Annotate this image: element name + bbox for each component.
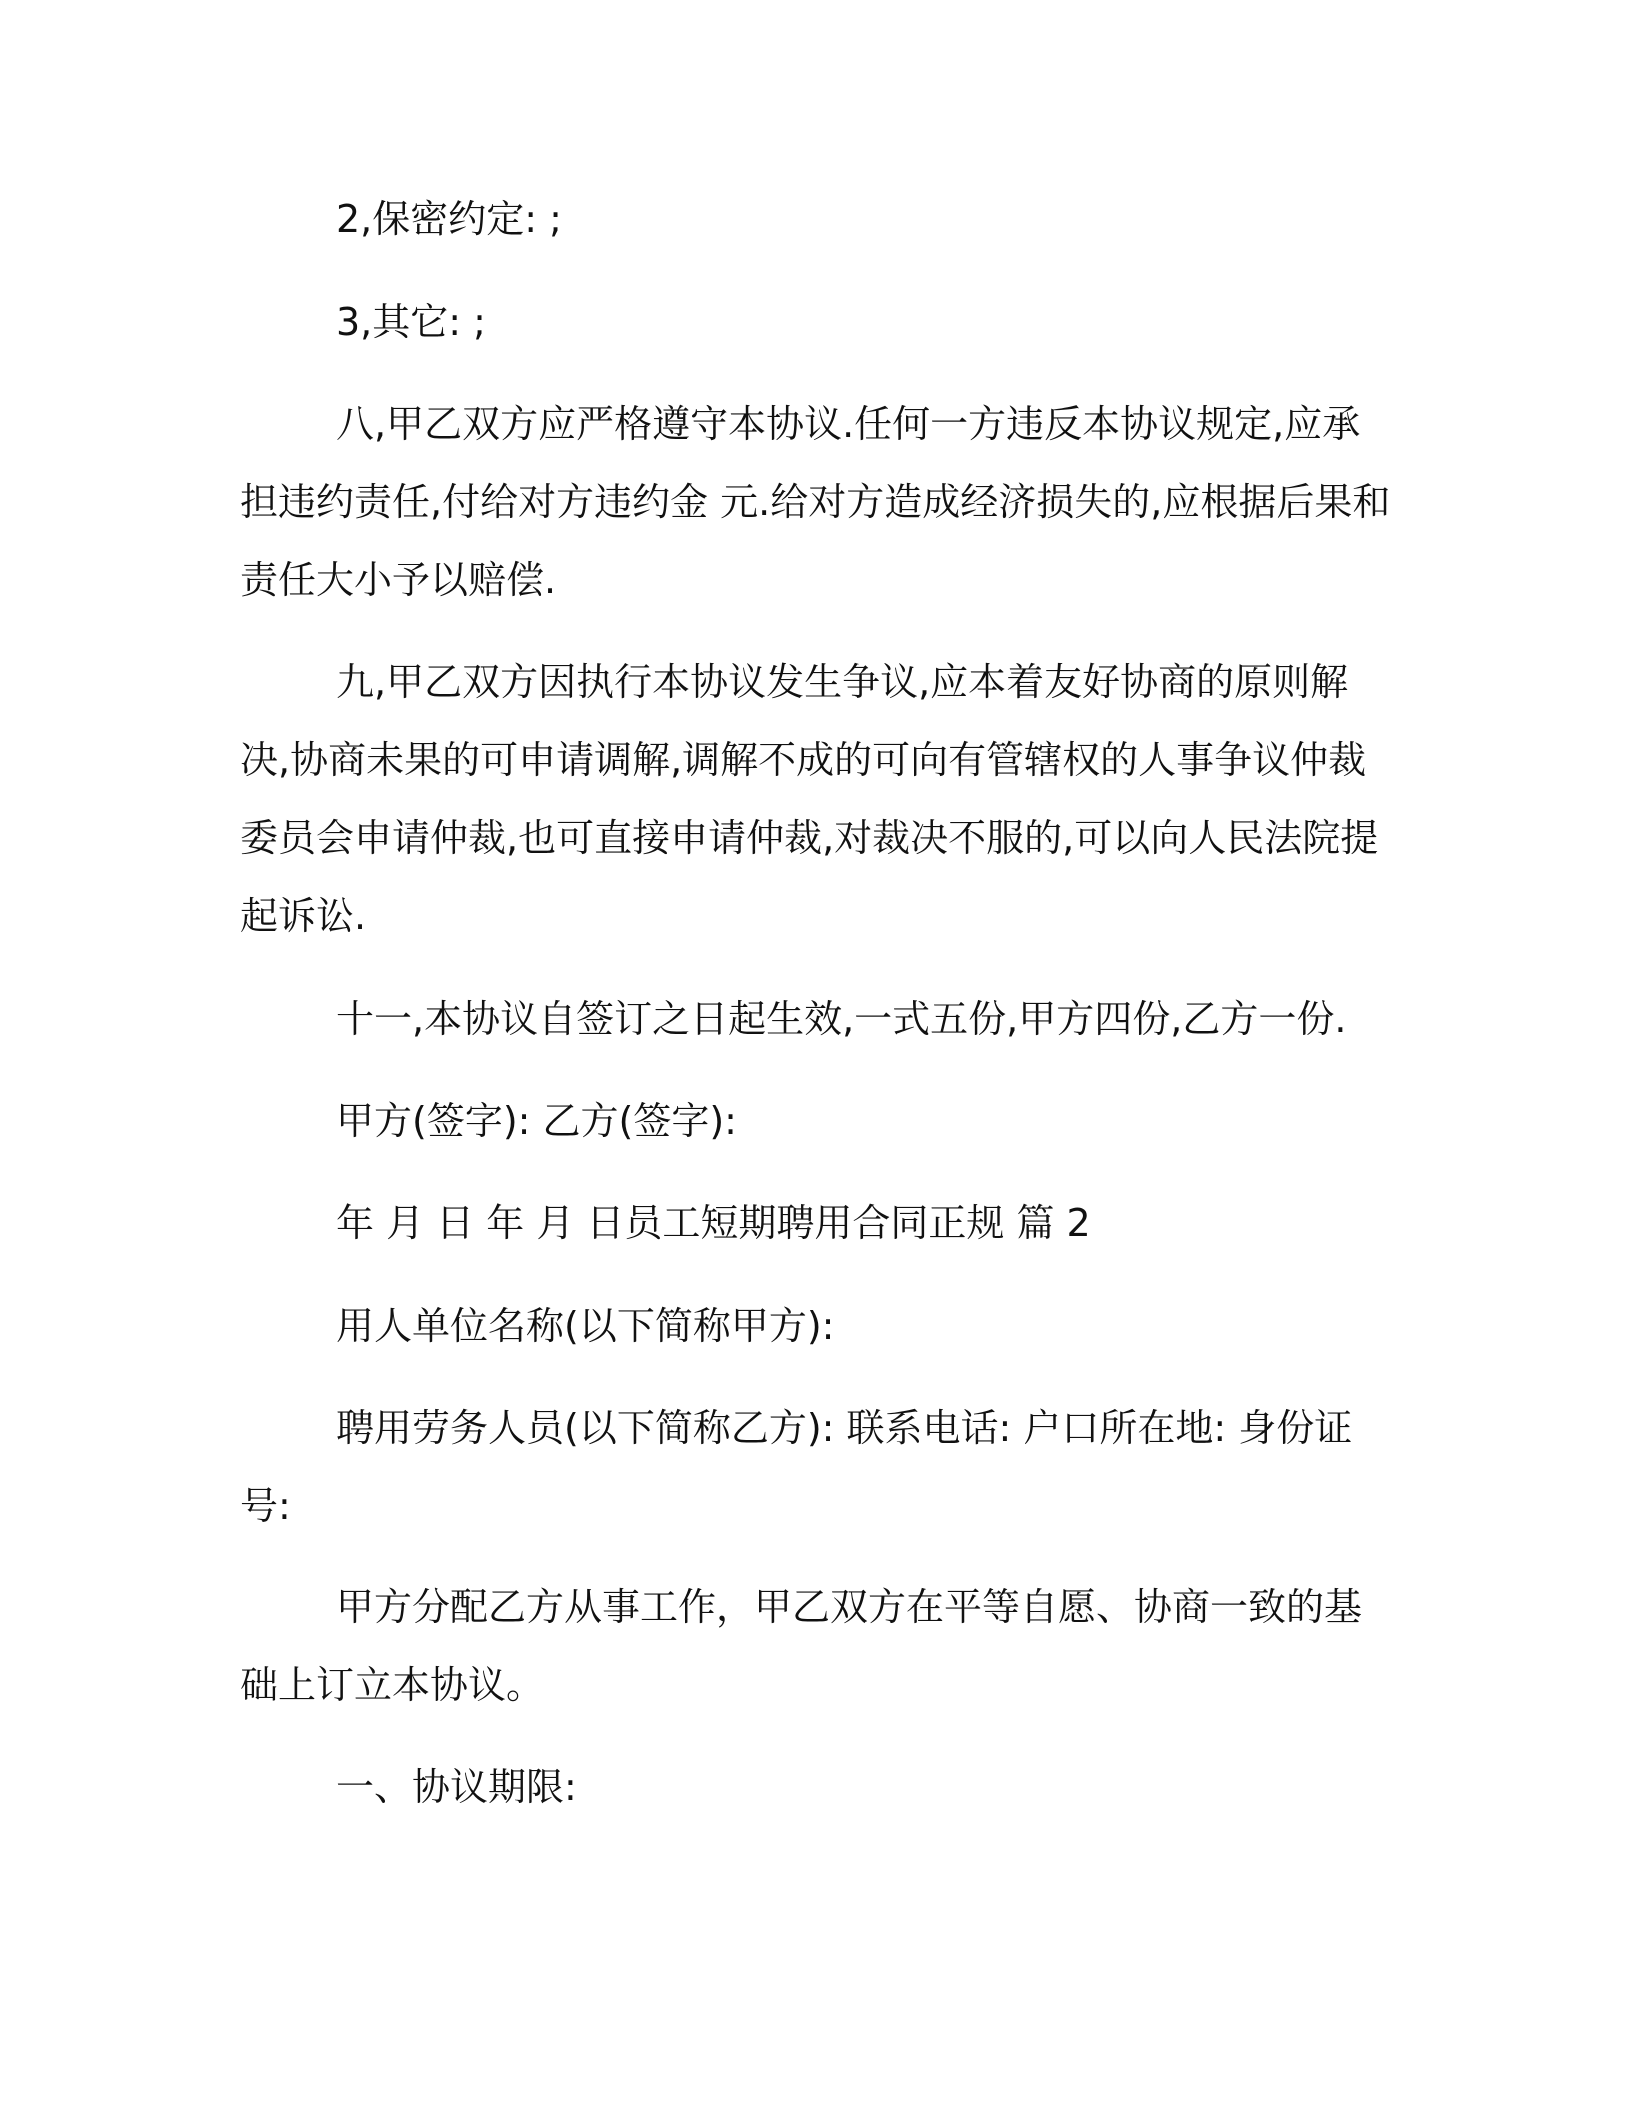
clause-nine-dispute: 九,甲乙双方因执行本协议发生争议,应本着友好协商的原则解决,协商未果的可申请调解,调解不成的可向有管辖权的人事争议仲裁委员会申请仲裁,也可直接申请仲裁,对裁决不服的,可以向人民法院提起诉讼. (240, 660, 1379, 938)
agreement-preamble: 甲方分配乙方从事工作，甲乙双方在平等自愿、协商一致的基础上订立本协议。 (240, 1585, 1363, 1707)
clause-confidentiality: 2,保密约定: ; (336, 197, 562, 241)
signature-line: 甲方(签字): 乙方(签字): (336, 1099, 737, 1143)
employee-info-fields: 聘用劳务人员(以下简称乙方): 联系电话: 户口所在地: 身份证号: (240, 1406, 1353, 1528)
employer-name-field: 用人单位名称(以下简称甲方): (336, 1304, 835, 1348)
clause-eleven-effective: 十一,本协议自签订之日起生效,一式五份,甲方四份,乙方一份. (336, 997, 1347, 1041)
clause-other: 3,其它: ; (336, 300, 486, 344)
clause-eight-breach: 八,甲乙双方应严格遵守本协议.任何一方违反本协议规定,应承担违约责任,付给对方违约金 元.给对方造成经济损失的,应根据后果和责任大小予以赔偿. (240, 402, 1391, 602)
date-and-section-title: 年 月 日 年 月 日员工短期聘用合同正规 篇 2 (336, 1201, 1091, 1245)
section-one-term-heading: 一、协议期限: (336, 1765, 577, 1809)
